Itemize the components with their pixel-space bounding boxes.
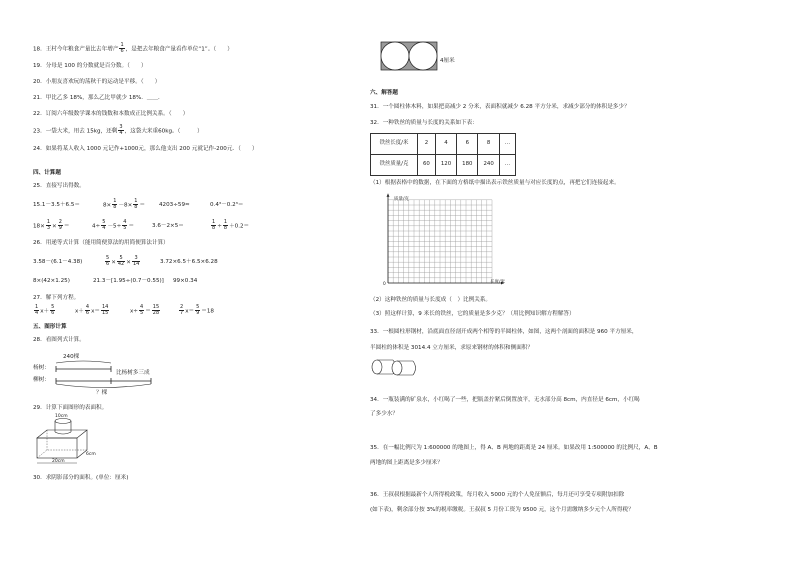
question-29: 29．计算下面图形的表面积。 xyxy=(33,405,108,411)
question-32-1: （1）根据表格中的数据，在下面的方格纸中描出表示铁丝质量与对应长度的点，再把它们连接起来。 xyxy=(370,180,620,186)
table-cell: 180 xyxy=(457,155,478,176)
question-24: 24．如果将某人收入 1000 元记作+1000元，那么他支出 200 元就记作-200元．（ ） xyxy=(33,146,258,152)
question-36-line2: (如下表)，剩余部分按 3%的税率缴税。王叔叔 5 月份工资为 9500 元，这个月需缴纳多少元个人所得税？ xyxy=(370,507,634,513)
table-cell: 240 xyxy=(478,155,499,176)
fig28-top-label: 240棵 xyxy=(63,354,80,360)
calc-1c: 4203÷59≈ xyxy=(159,202,190,208)
table-cell: … xyxy=(499,155,515,176)
fig28-hint: 比杨树多三成 xyxy=(116,370,150,376)
table-cell: … xyxy=(499,134,515,155)
question-18: 18．王村今年粮食产量比去年增产 $\frac{1}{6}$ ，是把去年粮食产量看作单位“1”。（ ） xyxy=(33,42,233,55)
question-26: 26．用递等式计算（能用简便算法的用简便算法计算） xyxy=(33,240,169,246)
table-cell: 8 xyxy=(478,134,499,155)
question-32-3: （3）照这样计算，9 米长的铁丝，它的质量是多少克？（用比例知识解方程解答） xyxy=(370,311,575,317)
fig28-row-yang: 杨树： xyxy=(33,365,50,371)
fraction: $\frac{1}{6}$ xyxy=(120,42,124,55)
graph-y-label: 质量/克 xyxy=(394,197,410,202)
fig29-width-label: 10cm xyxy=(55,414,68,419)
table-cell: 4 xyxy=(435,134,456,155)
section-5-heading: 五、图形计算 xyxy=(33,324,67,330)
fig29-length-label: 20cm xyxy=(52,459,65,464)
expr-1b: $\frac{5}{6}$ × $\frac{5}{42}$ × $\frac{3}{14}$ xyxy=(106,255,140,268)
calc-1d: 0.4³－0.2³＝ xyxy=(210,202,244,208)
calc-2a: 18× $\frac{1}{3}$ × $\frac{2}{9}$ ＝ xyxy=(33,219,70,232)
fraction: $\frac{3}{4}$ xyxy=(119,124,123,137)
section-6-heading: 六、解答题 xyxy=(370,90,398,96)
fig29-solid-figure xyxy=(35,416,105,466)
table-row xyxy=(371,134,516,155)
expr-1a: 3.58－(6.1－4.38) xyxy=(33,259,83,265)
question-33-line2: 半圆柱的体积是 3014.4 立方厘米，求原来钢材的体积和侧面积？ xyxy=(370,345,533,351)
fig28-row-liu: 柳树： xyxy=(33,377,50,383)
question-20: 20．小朋友喜欢玩的荡秋千的运动是平移。（ ） xyxy=(33,79,161,85)
equation-3: x÷ $\frac{4}{5}$ ＝ $\frac{15}{28}$ xyxy=(130,304,160,317)
table-cell: 120 xyxy=(435,155,456,176)
fig30-side-label: 4厘米 xyxy=(440,58,455,64)
question-25: 25．直接写出得数。 xyxy=(33,183,85,189)
y-axis-arrow xyxy=(387,194,390,197)
question-35-line1: 35．在一幅比例尺为 1:600000 的地图上，得 A、B 两地的距离是 24 厘米。如果改用 1:500000 的比例尺，A、B xyxy=(370,445,658,451)
calc-2b: 4÷ $\frac{5}{4}$ －5÷ $\frac{4}{5}$ ＝ xyxy=(92,219,135,232)
table-header-length: 铁丝长度/米 xyxy=(371,134,418,155)
question-36-line1: 36．王叔叔根据最新个人所得税政策，每月收入 5000 元的个人免征额后，每月还可享受专项附加扣除 xyxy=(370,492,625,498)
equation-4: $\frac{2}{7}$ x＝ $\frac{5}{9}$ ＝18 xyxy=(180,304,214,317)
calc-2c: 3.6－2×5＝ xyxy=(152,223,184,229)
question-21: 21．甲比乙多 18%，那么乙比甲就少 18%．＿＿． xyxy=(33,95,164,101)
question-23: 23．一袋大米，用去 15kg，还剩 $\frac{3}{4}$ ，这袋大米重60kg。（ ） xyxy=(33,124,203,137)
graph-paper-grid xyxy=(372,196,502,286)
expr-2b: 21.3－[1.95÷(0.7－0.55)] xyxy=(93,278,164,284)
table-cell: 6 xyxy=(457,134,478,155)
question-32-2: （2）这种铁丝的质量与长度成（ ）比例关系。 xyxy=(370,297,492,303)
question-30: 30．求阴影部分的面积。(单位：厘米) xyxy=(33,475,129,481)
fig30-shaded-figure xyxy=(381,42,437,72)
question-32: 32．一种铁丝的质量与长度的关系如下表： xyxy=(370,120,478,126)
question-33-line1: 33．一根圆柱形钢材，沿底面直径剖开成两个相等的半圆柱体，如图，这两个剖面的面积是 960 平方厘米， xyxy=(370,329,638,335)
table-cell: 60 xyxy=(418,155,436,176)
question-27: 27．解下列方程。 xyxy=(33,295,80,301)
question-34-line2: 了多少水？ xyxy=(370,411,398,417)
question-22: 22．订阅六年级数学课本的钱数和本数成正比例关系。（ ） xyxy=(33,111,189,117)
graph-origin: 0 xyxy=(383,282,386,287)
question-34-line1: 34．一瓶装满的矿泉水，小红喝了一些，把瓶盖拧紧后倒置放平，无水部分高 8cm，内直径是 6cm，小红喝 xyxy=(370,397,640,403)
equation-2: x＋ $\frac{4}{6}$ x＝ $\frac{14}{15}$ xyxy=(75,304,109,317)
question-19: 19．分母是 100 的分数就是百分数。（ ） xyxy=(33,63,147,69)
table-row xyxy=(371,155,516,176)
expr-2a: 8×(42×1.25) xyxy=(33,278,70,284)
fig33-half-cylinders xyxy=(371,358,417,378)
iron-wire-table xyxy=(370,133,516,176)
question-28: 28．看图列式计算。 xyxy=(33,337,85,343)
expr-1c: 3.72×6.5＋6.5×6.28 xyxy=(160,259,218,265)
question-31: 31．一个圆柱体木料，如果把高减少 2 分米，表面积就减少 6.28 平方分米，求减少部分的体积是多少？ xyxy=(370,104,630,110)
expr-2c: 99×0.34 xyxy=(173,278,198,284)
graph-x-label: 长度/米 xyxy=(490,280,506,285)
table-cell: 2 xyxy=(418,134,436,155)
section-4-heading: 四、计算题 xyxy=(33,170,61,176)
fig28-unknown: ？棵 xyxy=(96,390,108,396)
calc-1a: 15.1－3.5＋6.5＝ xyxy=(33,202,81,208)
calc-1b: 8× $\frac{1}{8}$ －8× $\frac{1}{8}$ ＝ xyxy=(103,198,146,211)
calc-2d: $\frac{1}{8}$ ÷ $\frac{1}{8}$ ＋0.2＝ xyxy=(212,219,250,232)
table-header-mass: 铁丝质量/克 xyxy=(371,155,418,176)
equation-1: $\frac{1}{4}$ x＋ $\frac{5}{6}$ xyxy=(35,304,55,317)
fig29-depth-label: 6cm xyxy=(86,452,96,457)
question-35-line2: 两地的图上距离是多少厘米？ xyxy=(370,460,443,466)
